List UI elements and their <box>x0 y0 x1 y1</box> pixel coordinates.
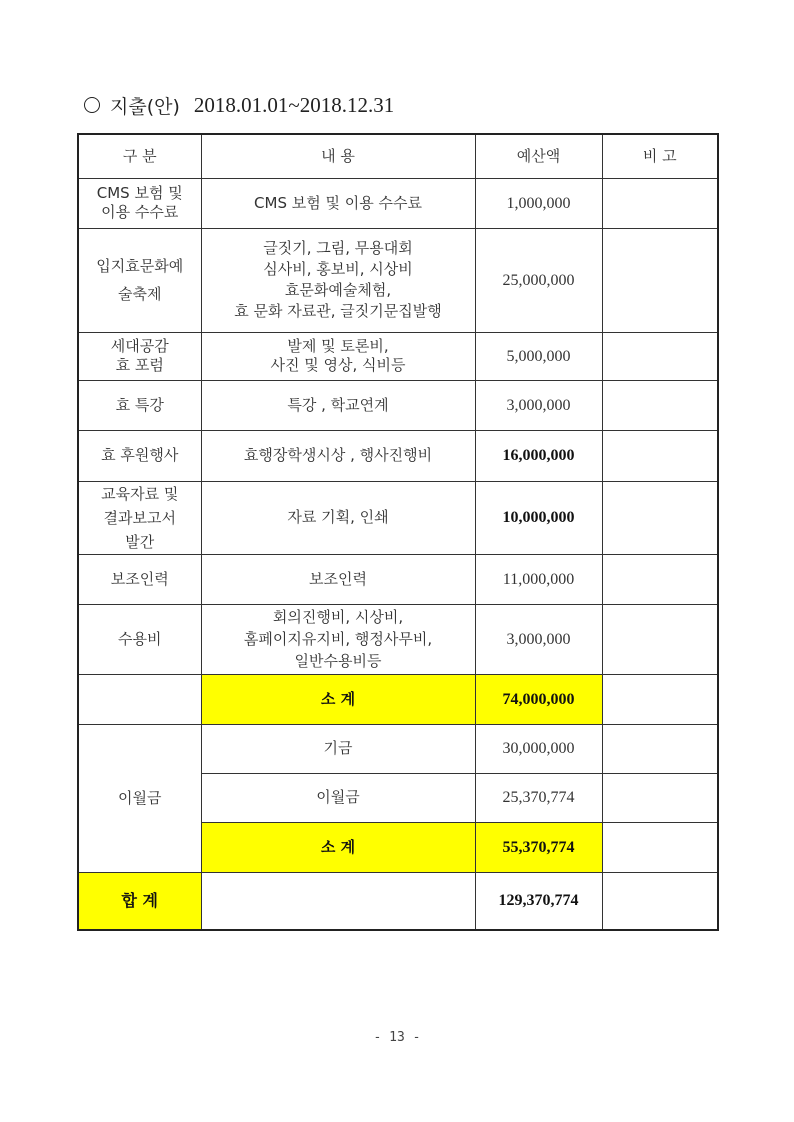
row-content: 발제 및 토론비, 사진 및 영상, 식비등 <box>201 332 475 380</box>
row-category: 수용비 <box>78 604 201 674</box>
carryover-category: 이월금 <box>78 724 201 872</box>
table-row <box>78 228 718 332</box>
table-row <box>78 178 718 228</box>
table-row <box>78 430 718 481</box>
circle-bullet-icon <box>84 97 100 113</box>
carryover-subtotal-label: 소 계 <box>201 822 475 872</box>
carryover-content: 이월금 <box>201 773 475 822</box>
row-note <box>602 178 718 228</box>
header-content: 내 용 <box>201 134 475 178</box>
subtotal-empty-cell <box>78 674 201 724</box>
row-note <box>602 554 718 604</box>
row-amount: 3,000,000 <box>475 380 602 430</box>
row-note <box>602 481 718 554</box>
carryover-amount: 25,370,774 <box>475 773 602 822</box>
total-note <box>602 872 718 930</box>
header-category: 구 분 <box>78 134 201 178</box>
row-note <box>602 228 718 332</box>
table-row <box>78 481 718 554</box>
carryover-subtotal-amount: 55,370,774 <box>475 822 602 872</box>
total-amount: 129,370,774 <box>475 872 602 930</box>
carryover-subtotal-note <box>602 822 718 872</box>
row-content: 자료 기획, 인쇄 <box>201 481 475 554</box>
row-note <box>602 332 718 380</box>
row-amount: 16,000,000 <box>475 430 602 481</box>
row-category: 효 후원행사 <box>78 430 201 481</box>
row-amount: 3,000,000 <box>475 604 602 674</box>
carryover-row <box>78 724 718 773</box>
header-note: 비 고 <box>602 134 718 178</box>
row-content: 회의진행비, 시상비, 홈페이지유지비, 행정사무비, 일반수용비등 <box>201 604 475 674</box>
header-row <box>78 134 718 178</box>
row-category: 효 특강 <box>78 380 201 430</box>
heading-period: 2018.01.01~2018.12.31 <box>193 92 395 117</box>
row-note <box>602 380 718 430</box>
subtotal-note <box>602 674 718 724</box>
subtotal-label: 소 계 <box>201 674 475 724</box>
table-row <box>78 380 718 430</box>
row-content: 효행장학생시상 , 행사진행비 <box>201 430 475 481</box>
page-number: - 13 - <box>373 1030 421 1045</box>
table-row <box>78 332 718 380</box>
budget-table <box>77 133 719 931</box>
carryover-note <box>602 773 718 822</box>
row-content: 글짓기, 그림, 무용대회 심사비, 홍보비, 시상비 효문화예술체험, 효 문화 자료관, 글짓기문집발행 <box>201 228 475 332</box>
row-content: 특강 , 학교연계 <box>201 380 475 430</box>
row-category: 세대공감 효 포럼 <box>78 332 201 380</box>
table-row <box>78 554 718 604</box>
section-heading <box>84 90 394 120</box>
subtotal-row <box>78 674 718 724</box>
heading-label: 지출(안) <box>110 95 180 118</box>
row-content: 보조인력 <box>201 554 475 604</box>
row-category: 교육자료 및 결과보고서 발간 <box>78 481 201 554</box>
carryover-amount: 30,000,000 <box>475 724 602 773</box>
total-row <box>78 872 718 930</box>
table-row <box>78 604 718 674</box>
row-category: 입지효문화예 술축제 <box>78 228 201 332</box>
carryover-note <box>602 724 718 773</box>
row-category: 보조인력 <box>78 554 201 604</box>
total-content <box>201 872 475 930</box>
row-note <box>602 430 718 481</box>
row-amount: 1,000,000 <box>475 178 602 228</box>
row-category: CMS 보험 및 이용 수수료 <box>78 178 201 228</box>
subtotal-amount: 74,000,000 <box>475 674 602 724</box>
header-amount: 예산액 <box>475 134 602 178</box>
row-amount: 25,000,000 <box>475 228 602 332</box>
total-label: 합 계 <box>78 872 201 930</box>
row-amount: 10,000,000 <box>475 481 602 554</box>
row-content: CMS 보험 및 이용 수수료 <box>201 178 475 228</box>
row-note <box>602 604 718 674</box>
carryover-content: 기금 <box>201 724 475 773</box>
row-amount: 11,000,000 <box>475 554 602 604</box>
row-amount: 5,000,000 <box>475 332 602 380</box>
